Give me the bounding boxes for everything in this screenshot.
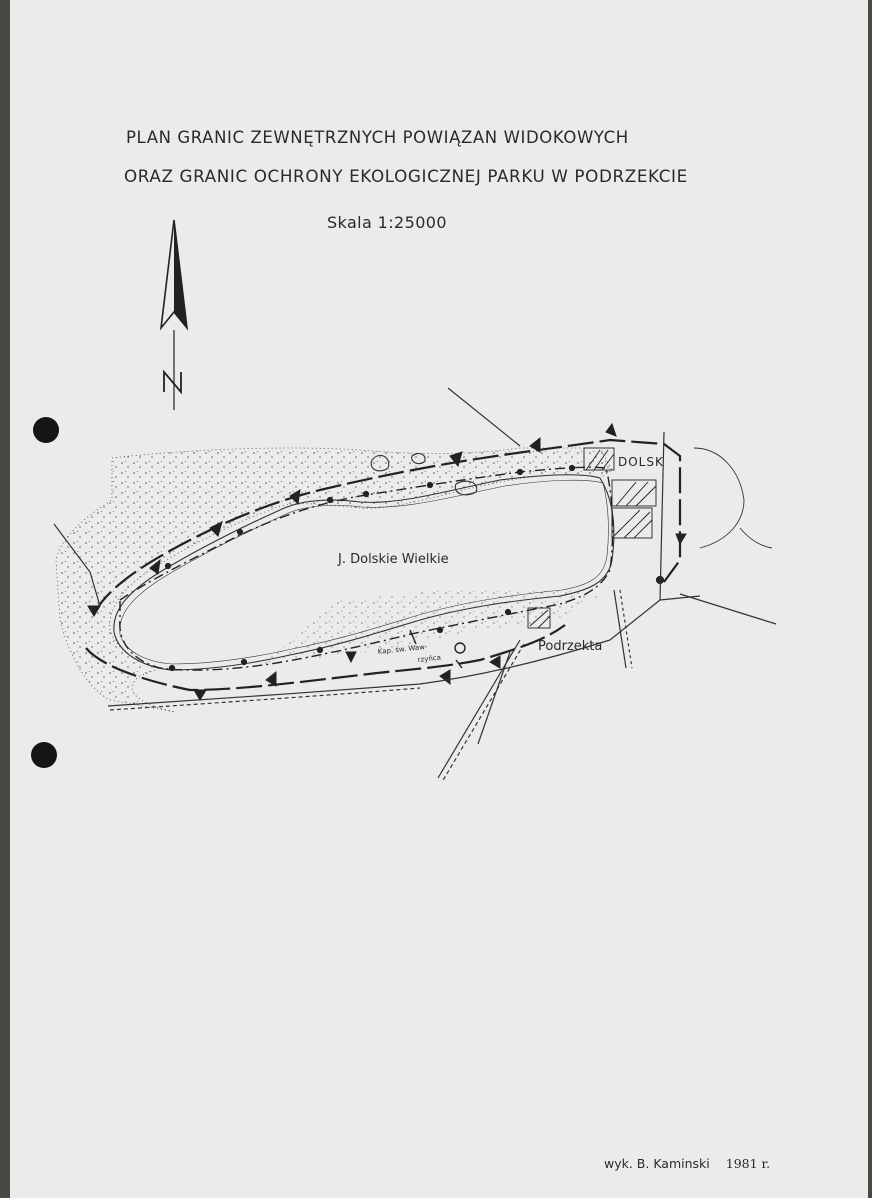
credit-author: wyk. B. Kaminski (604, 1156, 710, 1171)
map-title-line-2: ORAZ GRANIC OCHRONY EKOLOGICZNEJ PARKU W PODRZEKCIE (124, 166, 688, 186)
map-title-line-1: PLAN GRANIC ZEWNĘTRZNYCH POWIĄZAN WIDOKOWYCH (126, 128, 629, 147)
north-arrow-icon (161, 220, 187, 410)
map-scale-label: Skala 1:25000 (327, 213, 447, 232)
chapel-label-line-2: rzyńca (417, 653, 442, 664)
chapel-label-line-1: Kap. św. Waw- (377, 642, 428, 656)
village-label-podrzekta: Podrzekta (538, 639, 603, 654)
town-label-dolsk: DOLSK (618, 455, 664, 469)
credit-year: 1981 r. (725, 1156, 771, 1171)
lake-label: J. Dolskie Wielkie (338, 552, 449, 567)
credit-line (604, 1156, 770, 1171)
